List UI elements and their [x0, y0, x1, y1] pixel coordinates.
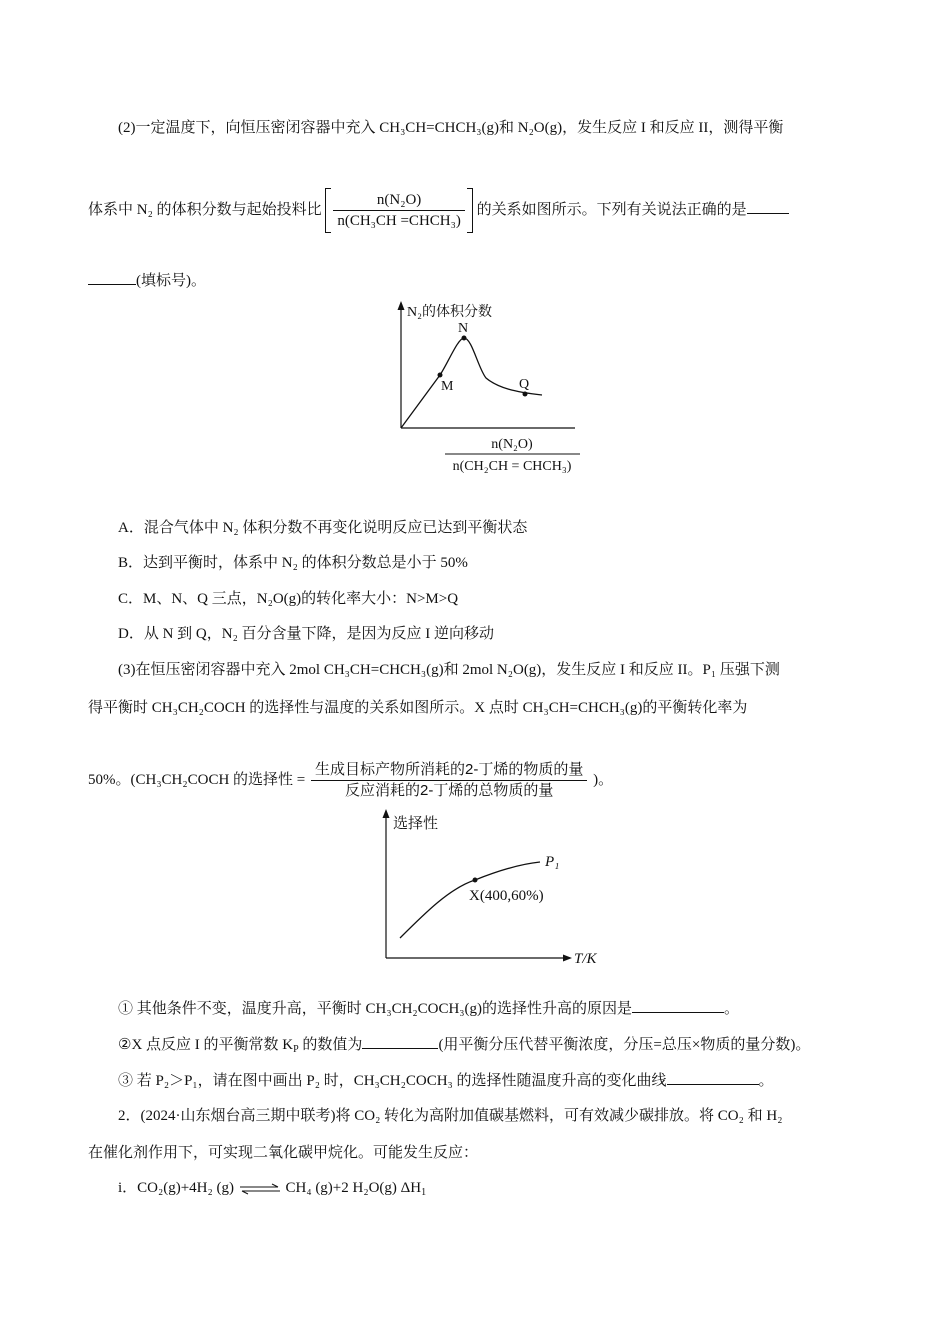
reaction-i-left: i．CO₂(g)+4H₂ (g) [118, 1180, 234, 1196]
subq-1-text: ① 其他条件不变，温度升高，平衡时 CH₃CH₂COCH₃(g)的选择性升高的原因是 [118, 1001, 633, 1017]
answer-blank[interactable] [747, 199, 789, 214]
subq-2-blank[interactable] [362, 1034, 438, 1049]
option-b[interactable]: B．达到平衡时，体系中 N₂ 的体积分数总是小于 50% [118, 555, 468, 571]
subq-2-end: (用平衡分压代替平衡浓度，分压=总压×物质的量分数)。 [438, 1037, 811, 1053]
point-n-label: N [458, 321, 469, 336]
point-q [523, 392, 528, 397]
subq-1-end: 。 [724, 1001, 740, 1017]
q3-line2: 得平衡时 CH₃CH₂COCH 的选择性与温度的关系如图所示。X 点时 CH₃CH=CHCH₃(g)的平衡转化率为 [88, 700, 748, 716]
subq-3 [118, 1070, 774, 1091]
subq-2-mid: 的数值为 [298, 1037, 363, 1053]
q3-line3 [88, 760, 613, 801]
q2-line3 [88, 270, 206, 291]
q2-line1: (2)一定温度下，向恒压密闭容器中充入 CH₃CH=CHCH₃(g)和 N₂O(g)，发生反应 I 和反应 II，测得平衡 [118, 120, 784, 136]
subq-1-blank[interactable] [632, 998, 724, 1013]
reaction-i-right: CH₄ (g)+2 H₂O(g) ΔH [285, 1180, 422, 1196]
q-next-line1: 2．(2024·山东烟台高三期中联考)将 CO₂ 转化为高附加值碳基燃料，可有效减少碳排放。将 CO₂ 和 H₂ [118, 1108, 783, 1124]
option-c[interactable]: C．M、N、Q 三点，N₂O(g)的转化率大小：N>M>Q [118, 591, 459, 607]
point-m-label: M [441, 379, 454, 394]
feed-ratio-fraction [333, 190, 465, 231]
chart2-xlabel: T/K [574, 951, 597, 967]
point-q-label: Q [519, 377, 530, 392]
chart2-ylabel: 选择性 [393, 816, 439, 832]
selectivity-fraction [311, 760, 587, 801]
option-d[interactable]: D．从 N 到 Q，N₂ 百分含量下降，是因为反应 I 逆向移动 [118, 626, 495, 642]
q-next-line2: 在催化剂作用下，可实现二氧化碳甲烷化。可能发生反应： [88, 1145, 479, 1161]
q3-line3-prefix: 50%。(CH₃CH₂COCH 的选择性 = [88, 771, 306, 788]
reaction-i-right-sub: 1 [421, 1187, 427, 1198]
q2-line2-suffix: 的关系如图所示。下列有关说法正确的是 [476, 201, 747, 218]
subq-3-end: 。 [758, 1073, 774, 1089]
q3-line3-suffix: )。 [593, 771, 614, 788]
n2-fraction-chart [390, 298, 600, 478]
feed-ratio-denominator: n(CH₃CH =CHCH₃) [337, 213, 461, 229]
subq-2-sub: P [293, 1044, 299, 1055]
chart2-y-arrow [383, 809, 390, 818]
chart1-xlabel-denominator: n(CH₂CH = CHCH₃) [452, 459, 572, 474]
reaction-i [118, 1178, 426, 1198]
chart1-xlabel-numerator: n(N₂O) [491, 437, 533, 452]
selectivity-denominator: 反应消耗的2-丁烯的总物质的量 [345, 782, 554, 799]
subq-1 [118, 998, 739, 1019]
curve-p1-label: P₁ [545, 854, 560, 870]
point-x [473, 878, 478, 883]
point-x-label: X(400,60%) [469, 888, 544, 904]
q2-line3-suffix: (填标号)。 [136, 273, 206, 289]
chart2-x-arrow [563, 955, 572, 962]
point-n [462, 336, 467, 341]
selectivity-numerator: 生成目标产物所消耗的2-丁烯的物质的量 [311, 760, 587, 781]
subq-2 [118, 1034, 810, 1055]
point-m [438, 373, 443, 378]
q3-line1: (3)在恒压密闭容器中充入 2mol CH₃CH=CHCH₃(g)和 2mol N₂O(g)，发生反应 I 和反应 II。P₁ 压强下测 [118, 662, 780, 678]
feed-ratio-numerator: n(N₂O) [333, 190, 465, 211]
subq-3-blank[interactable] [667, 1070, 759, 1085]
subq-3-text: ③ 若 P₂＞P₁，请在图中画出 P₂ 时，CH₃CH₂COCH₃ 的选择性随温度升高的变化曲线 [118, 1073, 667, 1089]
chart1-y-arrow [398, 301, 405, 310]
feed-ratio-bracket [325, 190, 473, 231]
option-a[interactable]: A．混合气体中 N₂ 体积分数不再变化说明反应已达到平衡状态 [118, 520, 528, 536]
q2-line2 [88, 190, 789, 231]
subq-2-text: ②X 点反应 I 的平衡常数 K [118, 1037, 294, 1053]
answer-blank-continued[interactable] [88, 270, 136, 285]
q2-line2-prefix: 体系中 N₂ 的体积分数与起始投料比 [88, 201, 322, 218]
selectivity-chart [375, 808, 610, 973]
chart1-ylabel: N₂的体积分数 [407, 305, 492, 320]
equilibrium-arrow-icon [238, 1183, 282, 1195]
